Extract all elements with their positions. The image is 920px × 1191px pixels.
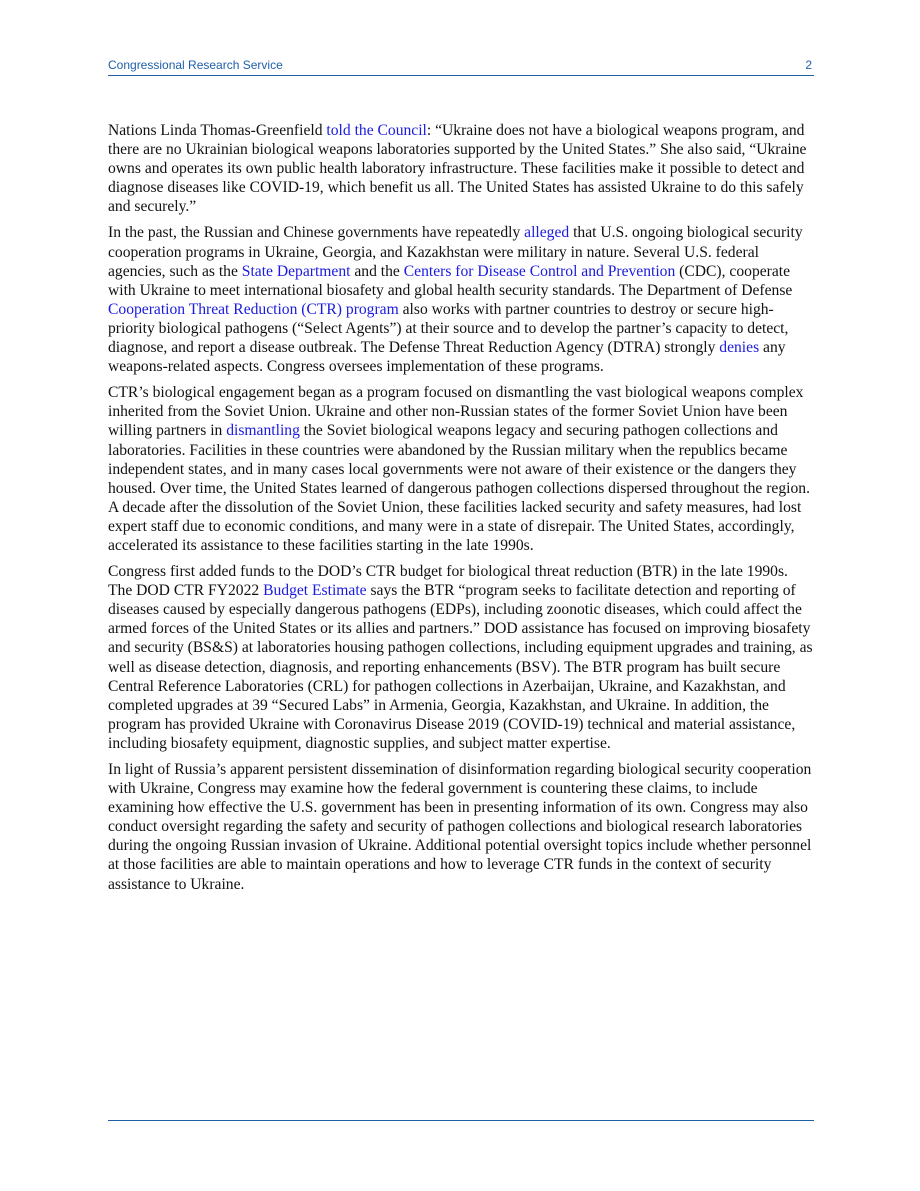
page-number: 2 <box>805 58 812 72</box>
paragraph-2 <box>108 223 814 376</box>
text-run: In the past, the Russian and Chinese governments have repeatedly <box>108 224 525 242</box>
link-dismantling[interactable]: dismantling <box>226 422 300 440</box>
text-run: any weapons-related aspects. Congress oversees implementation of these programs. <box>108 339 786 376</box>
paragraph-3 <box>108 383 814 555</box>
link-cdc[interactable]: Centers for Disease Control and Prevention <box>403 262 676 280</box>
header-org-name: Congressional Research Service <box>108 58 283 72</box>
text-run: (CDC), cooperate with Ukraine to meet international biosafety and global health security standards. The Department of Defense <box>108 262 793 299</box>
link-ctr-program[interactable]: Cooperation Threat Reduction (CTR) program <box>108 300 399 318</box>
text-run: Nations Linda Thomas-Greenfield <box>108 122 327 139</box>
document-body <box>108 121 814 901</box>
link-alleged[interactable]: alleged <box>524 224 570 242</box>
paragraph-1 <box>108 121 814 216</box>
text-run: Congress first added funds to the DOD’s CTR budget for biological threat reduction (BTR) in the late 1990s. The DOD CTR FY2022 <box>108 563 788 600</box>
text-run: In light of Russia’s apparent persistent dissemination of disinformation regarding biological security cooperation with Ukraine, Congress may examine how the federal government is countering these claims, to include examining how effective the U.S. government has been in presenting information of its own. Congress may also conduct oversight regarding the safety and security of pathogen collections and biological research laboratories during the ongoing Russian invasion of Ukraine. Additional potential oversight topics include whether personnel at those facilities are able to maintain operations and how to leverage CTR funds in the context of security assistance to Ukraine. <box>108 761 812 893</box>
text-run: CTR’s biological engagement began as a program focused on dismantling the vast biological weapons complex inherited from the Soviet Union. Ukraine and other non-Russian states of the former Soviet Union have been willing partners in <box>108 384 804 440</box>
text-run: says the BTR “program seeks to facilitate detection and reporting of diseases caused by especially dangerous pathogens (EDPs), including zoonotic diseases, which could affect the armed forces of the United States or its allies and partners.” DOD assistance has focused on improving biosafety and security (BS&S) at laboratories housing pathogen collections, including equipment upgrades and training, as well as disease detection, diagnosis, and reporting enhancements (BSV). The BTR program has built secure Central Reference Laboratories (CRL) for pathogen collections in Azerbaijan, Ukraine, and Kazakhstan, and completed upgrades at 39 “Secured Labs” in Armenia, Georgia, Kazakhstan, and Ukraine. In addition, the program has provided Ukraine with Coronavirus Disease 2019 (COVID-19) technical and material assistance, including biosafety equipment, diagnostic supplies, and subject matter expertise. <box>108 582 813 752</box>
text-run: also works with partner countries to destroy or secure high-priority biological pathogens (“Select Agents”) at their source and to develop the partner’s capacity to detect, diagnose, and report a disease outbreak. The Defense Threat Reduction Agency (DTRA) strongly <box>108 300 789 357</box>
link-budget-estimate[interactable]: Budget Estimate <box>263 582 367 600</box>
footer-divider <box>108 1120 814 1121</box>
text-run: the Soviet biological weapons legacy and securing pathogen collections and laboratories. Facilities in these countries were abandoned by the Russian military when the republics became independent states, and in many cases local governments were not aware of their existence or the dangers they housed. Over time, the United States learned of dangerous pathogen collections dispersed throughout the region. A decade after the dissolution of the Soviet Union, these facilities lacked security and safety measures, had lost expert staff due to economic conditions, and many were in a state of disrepair. The United States, accordingly, accelerated its assistance to these facilities starting in the late 1990s. <box>108 422 810 554</box>
link-told-the-council[interactable]: told the Council <box>326 122 427 139</box>
text-run: : “Ukraine does not have a biological weapons program, and there are no Ukrainian biological weapons laboratories supported by the United States.” She also said, “Ukraine owns and operates its own public health laboratory infrastructure. These facilities make it possible to detect and diagnose diseases like COVID-19, which benefit us all. The United States has assisted Ukraine to do this safely and securely.” <box>108 122 807 216</box>
link-denies[interactable]: denies <box>719 339 760 357</box>
text-run: that U.S. ongoing biological security cooperation programs in Ukraine, Georgia, and Kazakhstan were military in nature. Several U.S. federal agencies, such as the <box>108 224 803 280</box>
link-state-department[interactable]: State Department <box>241 262 351 280</box>
paragraph-5 <box>108 760 814 894</box>
page-header <box>108 58 814 76</box>
text-run: and the <box>350 262 404 280</box>
paragraph-4 <box>108 562 814 753</box>
